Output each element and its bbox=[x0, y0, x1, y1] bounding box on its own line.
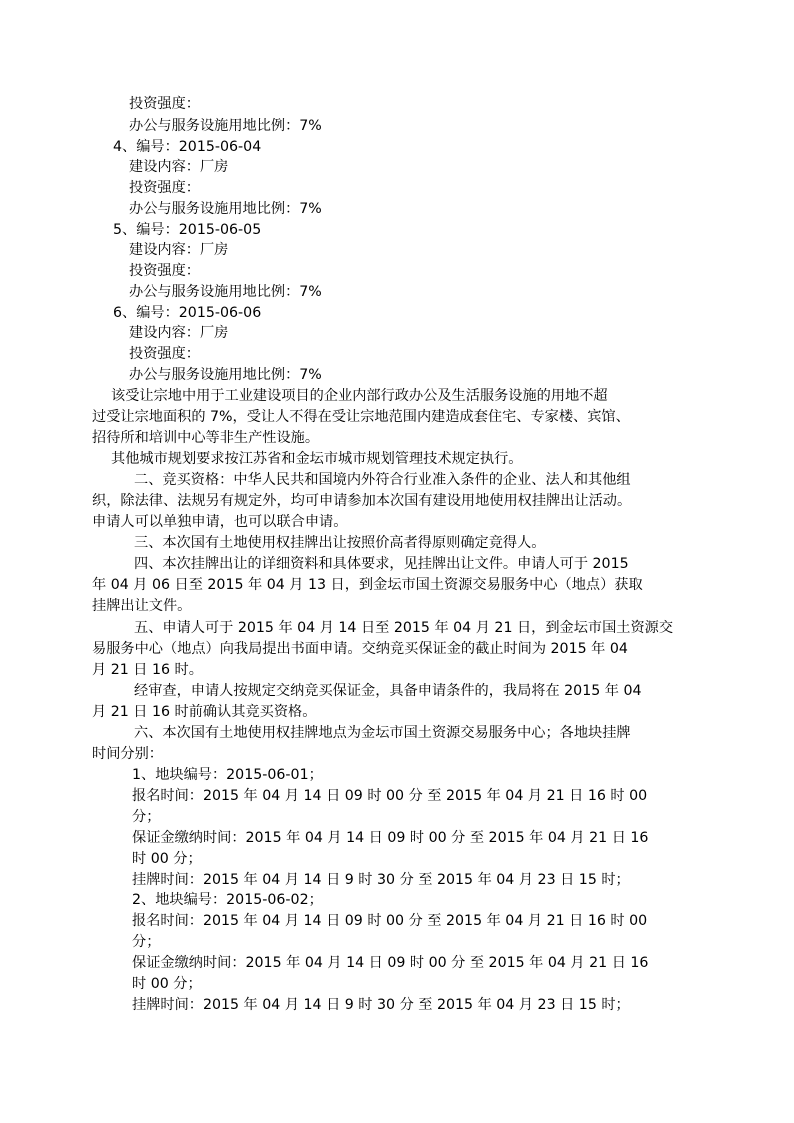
paragraph-line: 年 04 月 06 日至 2015 年 04 月 13 日，到金坛市国土资源交易服务中心（地点）获取 bbox=[92, 577, 643, 593]
paragraph-line: 过受让宗地面积的 7%，受让人不得在受让宗地范围内建造成套住宅、专家楼、宾馆、 bbox=[92, 409, 630, 425]
schedule-line: 保证金缴纳时间：2015 年 04 月 14 日 09 时 00 分 至 2015 年 04 月 21 日 16 bbox=[132, 830, 649, 846]
paragraph-line: 五、申请人可于 2015 年 04 月 14 日至 2015 年 04 月 21 日，到金坛市国土资源交 bbox=[134, 620, 674, 636]
paragraph-line: 月 21 日 16 时前确认其竞买资格。 bbox=[92, 704, 317, 720]
schedule-line: 分； bbox=[132, 934, 161, 950]
paragraph-line: 时间分别： bbox=[92, 746, 163, 762]
schedule-line: 报名时间：2015 年 04 月 14 日 09 时 00 分 至 2015 年 04 月 21 日 16 时 00 bbox=[132, 913, 648, 929]
text-line: 投资强度： bbox=[129, 346, 200, 362]
schedule-line: 报名时间：2015 年 04 月 14 日 09 时 00 分 至 2015 年 04 月 21 日 16 时 00 bbox=[132, 788, 648, 804]
paragraph-line: 织，除法律、法规另有规定外，均可申请参加本次国有建设用地使用权挂牌出让活动。 bbox=[92, 493, 632, 509]
paragraph-line: 易服务中心（地点）向我局提出书面申请。交纳竞买保证金的截止时间为 2015 年 04 bbox=[92, 641, 628, 657]
text-line: 4、编号：2015-06-04 bbox=[113, 139, 262, 155]
text-line: 投资强度： bbox=[129, 263, 200, 279]
paragraph-line: 经审查，申请人按规定交纳竞买保证金，具备申请条件的，我局将在 2015 年 04 bbox=[134, 683, 642, 699]
schedule-line: 挂牌时间：2015 年 04 月 14 日 9 时 30 分 至 2015 年 04 月 23 日 15 时； bbox=[132, 872, 630, 888]
schedule-line: 分； bbox=[132, 809, 161, 825]
paragraph-line: 该受让宗地中用于工业建设项目的企业内部行政办公及生活服务设施的用地不超 bbox=[111, 388, 608, 404]
text-line: 建设内容：厂房 bbox=[129, 325, 229, 341]
text-line: 办公与服务设施用地比例：7% bbox=[129, 118, 322, 134]
schedule-heading: 1、地块编号：2015-06-01； bbox=[132, 767, 323, 783]
paragraph-line: 四、本次挂牌出让的详细资料和具体要求，见挂牌出让文件。申请人可于 2015 bbox=[134, 556, 629, 572]
paragraph-line: 招待所和培训中心等非生产性设施。 bbox=[92, 430, 320, 446]
text-line: 建设内容：厂房 bbox=[129, 242, 229, 258]
schedule-heading: 2、地块编号：2015-06-02； bbox=[132, 892, 323, 908]
paragraph-line: 六、本次国有土地使用权挂牌地点为金坛市国土资源交易服务中心；各地块挂牌 bbox=[134, 725, 631, 741]
text-line: 投资强度： bbox=[129, 96, 200, 112]
schedule-line: 时 00 分； bbox=[132, 851, 202, 867]
text-line: 5、编号：2015-06-05 bbox=[113, 222, 262, 238]
paragraph-line: 其他城市规划要求按江苏省和金坛市城市规划管理技术规定执行。 bbox=[111, 451, 523, 467]
text-line: 建设内容：厂房 bbox=[129, 159, 229, 175]
text-line: 6、编号：2015-06-06 bbox=[113, 305, 262, 321]
text-line: 投资强度： bbox=[129, 180, 200, 196]
paragraph-line: 月 21 日 16 时。 bbox=[92, 662, 203, 678]
text-line: 办公与服务设施用地比例：7% bbox=[129, 367, 322, 383]
paragraph-line: 三、本次国有土地使用权挂牌出让按照价高者得原则确定竞得人。 bbox=[134, 535, 546, 551]
text-line: 办公与服务设施用地比例：7% bbox=[129, 201, 322, 217]
paragraph-line: 挂牌出让文件。 bbox=[92, 598, 192, 614]
text-line: 办公与服务设施用地比例：7% bbox=[129, 284, 322, 300]
paragraph-line: 申请人可以单独申请，也可以联合申请。 bbox=[92, 514, 348, 530]
schedule-line: 保证金缴纳时间：2015 年 04 月 14 日 09 时 00 分 至 2015 年 04 月 21 日 16 bbox=[132, 955, 649, 971]
schedule-line: 时 00 分； bbox=[132, 976, 202, 992]
schedule-line: 挂牌时间：2015 年 04 月 14 日 9 时 30 分 至 2015 年 04 月 23 日 15 时； bbox=[132, 997, 630, 1013]
paragraph-line: 二、竞买资格：中华人民共和国境内外符合行业准入条件的企业、法人和其他组 bbox=[134, 472, 631, 488]
